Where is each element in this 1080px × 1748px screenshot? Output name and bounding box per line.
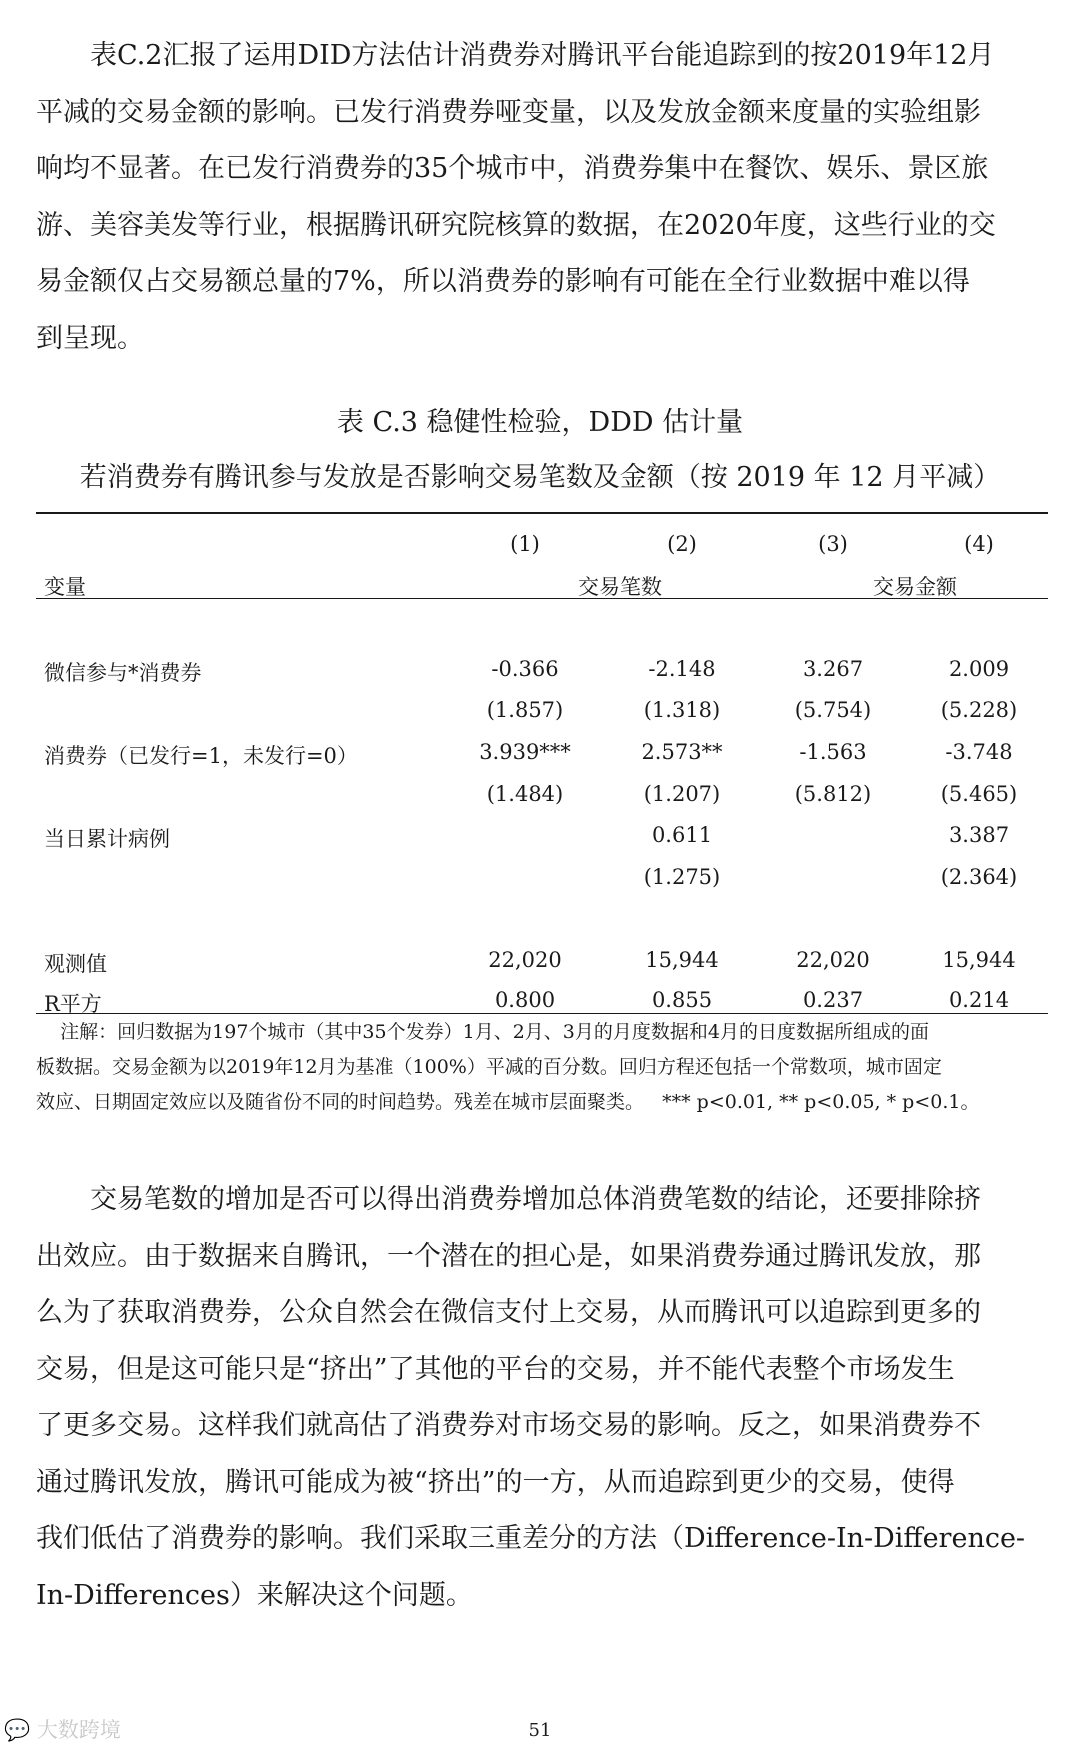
text-line: 易金额仅占交易额总量的7%，所以消费券的影响有可能在全行业数据中难以得 [36, 266, 970, 297]
discussion-paragraph [36, 1172, 1048, 1624]
coefficient-cell: 3.267 [802, 657, 864, 681]
page-number: 51 [528, 1720, 552, 1741]
coefficient-cell: 2.573** [641, 740, 723, 764]
text-line: 响均不显著。在已发行消费券的35个城市中，消费券集中在餐饮、娱乐、景区旅 [36, 153, 989, 184]
note-line: 注解：回归数据为197个城市（其中35个发券）1月、2月、3月的月度数据和4月的日度数据所组成的面 [36, 1021, 929, 1043]
coefficient-cell: -1.563 [799, 740, 867, 764]
std-error-cell: (5.754) [794, 698, 872, 722]
column-number: (1) [510, 532, 540, 556]
std-error-cell: (1.318) [643, 698, 721, 722]
row-label: 当日累计病例 [44, 827, 170, 851]
text-line: 了更多交易。这样我们就高估了消费券对市场交易的影响。反之，如果消费券不 [36, 1410, 981, 1441]
coefficient-cell: -3.748 [945, 740, 1013, 764]
column-number: (3) [818, 532, 848, 556]
text-line: 表C.2汇报了运用DID方法估计消费券对腾讯平台能追踪到的按2019年12月 [90, 40, 995, 71]
coefficient-cell: -2.148 [648, 657, 716, 681]
observations-cell: 22,020 [488, 948, 562, 972]
text-line: 平减的交易金额的影响。已发行消费券哑变量，以及发放金额来度量的实验组影 [36, 96, 981, 128]
text-line: 游、美容美发等行业，根据腾讯研究院核算的数据，在2020年度，这些行业的交 [36, 209, 996, 241]
text-line: 我们低估了消费券的影响。我们采取三重差分的方法（Difference-In-Difference- [36, 1523, 1026, 1554]
text-line: In-Differences）来解决这个问题。 [36, 1579, 473, 1611]
text-line: 交易，但是这可能只是“挤出”了其他的平台的交易，并不能代表整个市场发生 [36, 1353, 955, 1385]
group-header-count: 交易笔数 [578, 575, 662, 599]
table-title: 表 C.3 稳健性检验，DDD 估计量 [336, 407, 744, 438]
table-bottom-rule [36, 1013, 1048, 1014]
std-error-cell: (5.228) [940, 698, 1018, 722]
intro-paragraph [36, 28, 1048, 367]
column-number: (2) [667, 532, 697, 556]
observations-cell: 15,944 [942, 948, 1016, 972]
row-label: 消费券（已发行=1，未发行=0） [44, 744, 358, 768]
variable-header: 变量 [44, 575, 86, 599]
text-line: 到呈现。 [36, 322, 144, 354]
r-squared-cell: 0.800 [494, 988, 556, 1012]
row-label: 观测值 [44, 952, 107, 976]
text-line: 么为了获取消费券，公众自然会在微信支付上交易，从而腾讯可以追踪到更多的 [36, 1297, 981, 1328]
std-error-cell: (5.812) [794, 782, 872, 806]
wechat-icon: 💬 [4, 1718, 31, 1742]
text-line: 通过腾讯发放，腾讯可能成为被“挤出”的一方，从而追踪到更少的交易，使得 [36, 1466, 955, 1498]
text-line: 出效应。由于数据来自腾讯，一个潜在的担心是，如果消费券通过腾讯发放，那 [36, 1240, 981, 1272]
table-note [36, 1015, 1048, 1120]
observations-cell: 15,944 [645, 948, 719, 972]
table-top-rule [36, 512, 1048, 514]
std-error-cell: (1.857) [486, 698, 564, 722]
row-label: R平方 [44, 992, 102, 1016]
std-error-cell: (5.465) [940, 782, 1018, 806]
coefficient-cell: 3.387 [948, 823, 1010, 847]
note-line: 板数据。交易金额为以2019年12月为基准（100%）平减的百分数。回归方程还包括一个常数项，城市固定 [36, 1056, 942, 1078]
r-squared-cell: 0.214 [948, 988, 1010, 1012]
r-squared-cell: 0.237 [802, 988, 864, 1012]
r-squared-cell: 0.855 [651, 988, 713, 1012]
watermark-text: 大数跨境 [36, 1718, 121, 1742]
coefficient-cell: 3.939*** [479, 740, 571, 764]
std-error-cell: (2.364) [940, 865, 1018, 889]
std-error-cell: (1.275) [643, 865, 721, 889]
coefficient-cell: -0.366 [491, 657, 559, 681]
observations-cell: 22,020 [796, 948, 870, 972]
row-label: 微信参与*消费券 [44, 661, 202, 685]
table-subtitle: 若消费券有腾讯参与发放是否影响交易笔数及金额（按 2019 年 12 月平减） [79, 462, 1001, 493]
std-error-cell: (1.484) [486, 782, 564, 806]
std-error-cell: (1.207) [643, 782, 721, 806]
group-header-amount: 交易金额 [873, 575, 957, 599]
column-number: (4) [964, 532, 994, 556]
note-line: 效应、日期固定效应以及随省份不同的时间趋势。残差在城市层面聚类。 *** p<0.01, ** p<0.05, * p<0.1。 [36, 1091, 980, 1113]
coefficient-cell: 0.611 [651, 823, 713, 847]
coefficient-cell: 2.009 [948, 657, 1010, 681]
text-line: 交易笔数的增加是否可以得出消费券增加总体消费笔数的结论，还要排除挤 [90, 1184, 981, 1215]
